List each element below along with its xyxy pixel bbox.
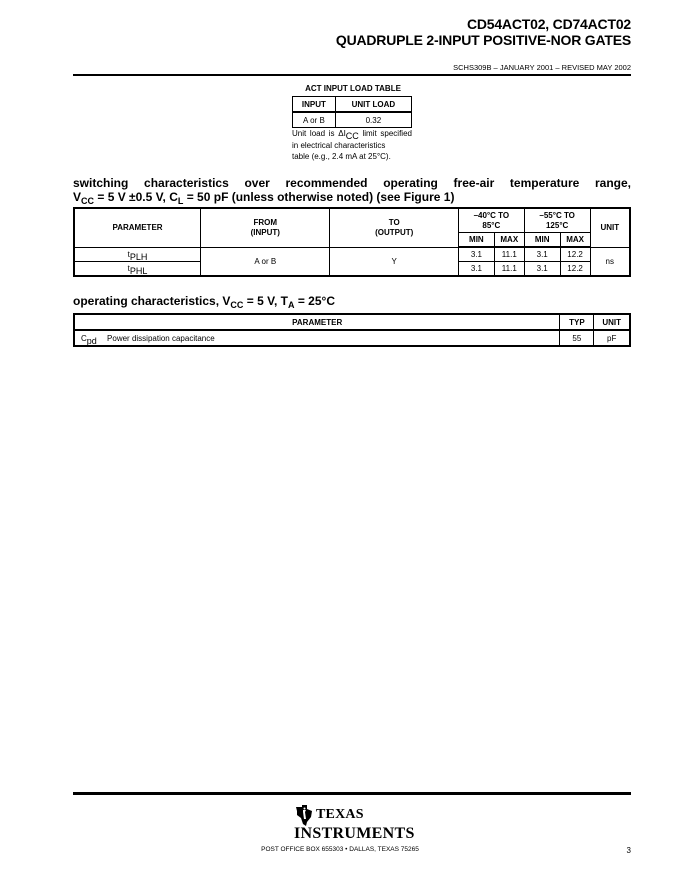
max-cell: 12.2 [560, 262, 590, 277]
ti-logo-text-instruments: INSTRUMENTS [294, 825, 415, 842]
footer-rule [73, 792, 631, 795]
switching-heading: switching characteristics over recommended operating free-air temperature range, $V_{CC} = 5$ V ±0.5 V, $C_L = 50$ pF (unless otherwise noted) (see Figure 1) [73, 176, 631, 206]
min-cell: 3.1 [458, 262, 494, 277]
col-min: MIN [458, 233, 494, 248]
col-max: MAX [494, 233, 524, 248]
col-max: MAX [560, 233, 590, 248]
act-unit-load-cell: 0.32 [335, 112, 411, 128]
symbol-cell: $C_{pd}$ [74, 330, 107, 346]
header-rule [73, 74, 631, 76]
col-min: MIN [524, 233, 560, 248]
device-title: QUADRUPLE 2-INPUT POSITIVE-NOR GATES [335, 32, 631, 48]
from-cell: A or B [201, 247, 330, 276]
doc-revision: SCHS309B – JANUARY 2001 – REVISED MAY 2002 [453, 63, 631, 72]
act-input-cell: A or B [293, 112, 336, 128]
act-table-title: ACT INPUT LOAD TABLE [305, 84, 401, 93]
param-cell: $t_{PLH}$ [74, 247, 201, 262]
act-col-unit-load: UNIT LOAD [335, 97, 411, 113]
description-cell: Power dissipation capacitance [107, 330, 560, 346]
to-cell: Y [330, 247, 458, 276]
ti-logo-text-texas: TEXAS [316, 807, 364, 822]
operating-table [73, 313, 631, 347]
col-unit: UNIT [590, 208, 630, 247]
unit-cell: ns [590, 247, 630, 276]
act-col-input: INPUT [293, 97, 336, 113]
col-to: TO (OUTPUT) [330, 208, 458, 247]
act-table-note: Unit load is $\Delta I_{CC}$ limit specified in electrical characteristics table (e.g., 2.4 mA at 25°C). [292, 129, 412, 161]
param-cell: $t_{PHL}$ [74, 262, 201, 277]
page-number: 3 [626, 846, 631, 855]
col-unit: UNIT [594, 314, 630, 330]
col-typ: TYP [560, 314, 594, 330]
col-range-85: –40°C TO 85°C [458, 208, 524, 233]
min-cell: 3.1 [458, 247, 494, 262]
max-cell: 11.1 [494, 262, 524, 277]
unit-cell: pF [594, 330, 630, 346]
min-cell: 3.1 [524, 262, 560, 277]
typ-cell: 55 [560, 330, 594, 346]
min-cell: 3.1 [524, 247, 560, 262]
footer-address: POST OFFICE BOX 655303 • DALLAS, TEXAS 75265 [261, 846, 419, 853]
table-row [74, 330, 630, 346]
col-parameter: PARAMETER [74, 208, 201, 247]
ti-logo-icon [294, 803, 314, 827]
table-row [293, 112, 412, 128]
part-numbers: CD54ACT02, CD74ACT02 [466, 16, 631, 32]
table-row [74, 247, 630, 262]
switching-table [73, 207, 631, 277]
col-from: FROM (INPUT) [201, 208, 330, 247]
operating-heading: operating characteristics, $V_{CC} = 5$ V, $T_A = 25^\circ C$ [73, 294, 335, 310]
max-cell: 11.1 [494, 247, 524, 262]
max-cell: 12.2 [560, 247, 590, 262]
col-parameter: PARAMETER [74, 314, 560, 330]
col-range-125: –55°C TO 125°C [524, 208, 590, 233]
act-input-load-table [292, 96, 412, 128]
